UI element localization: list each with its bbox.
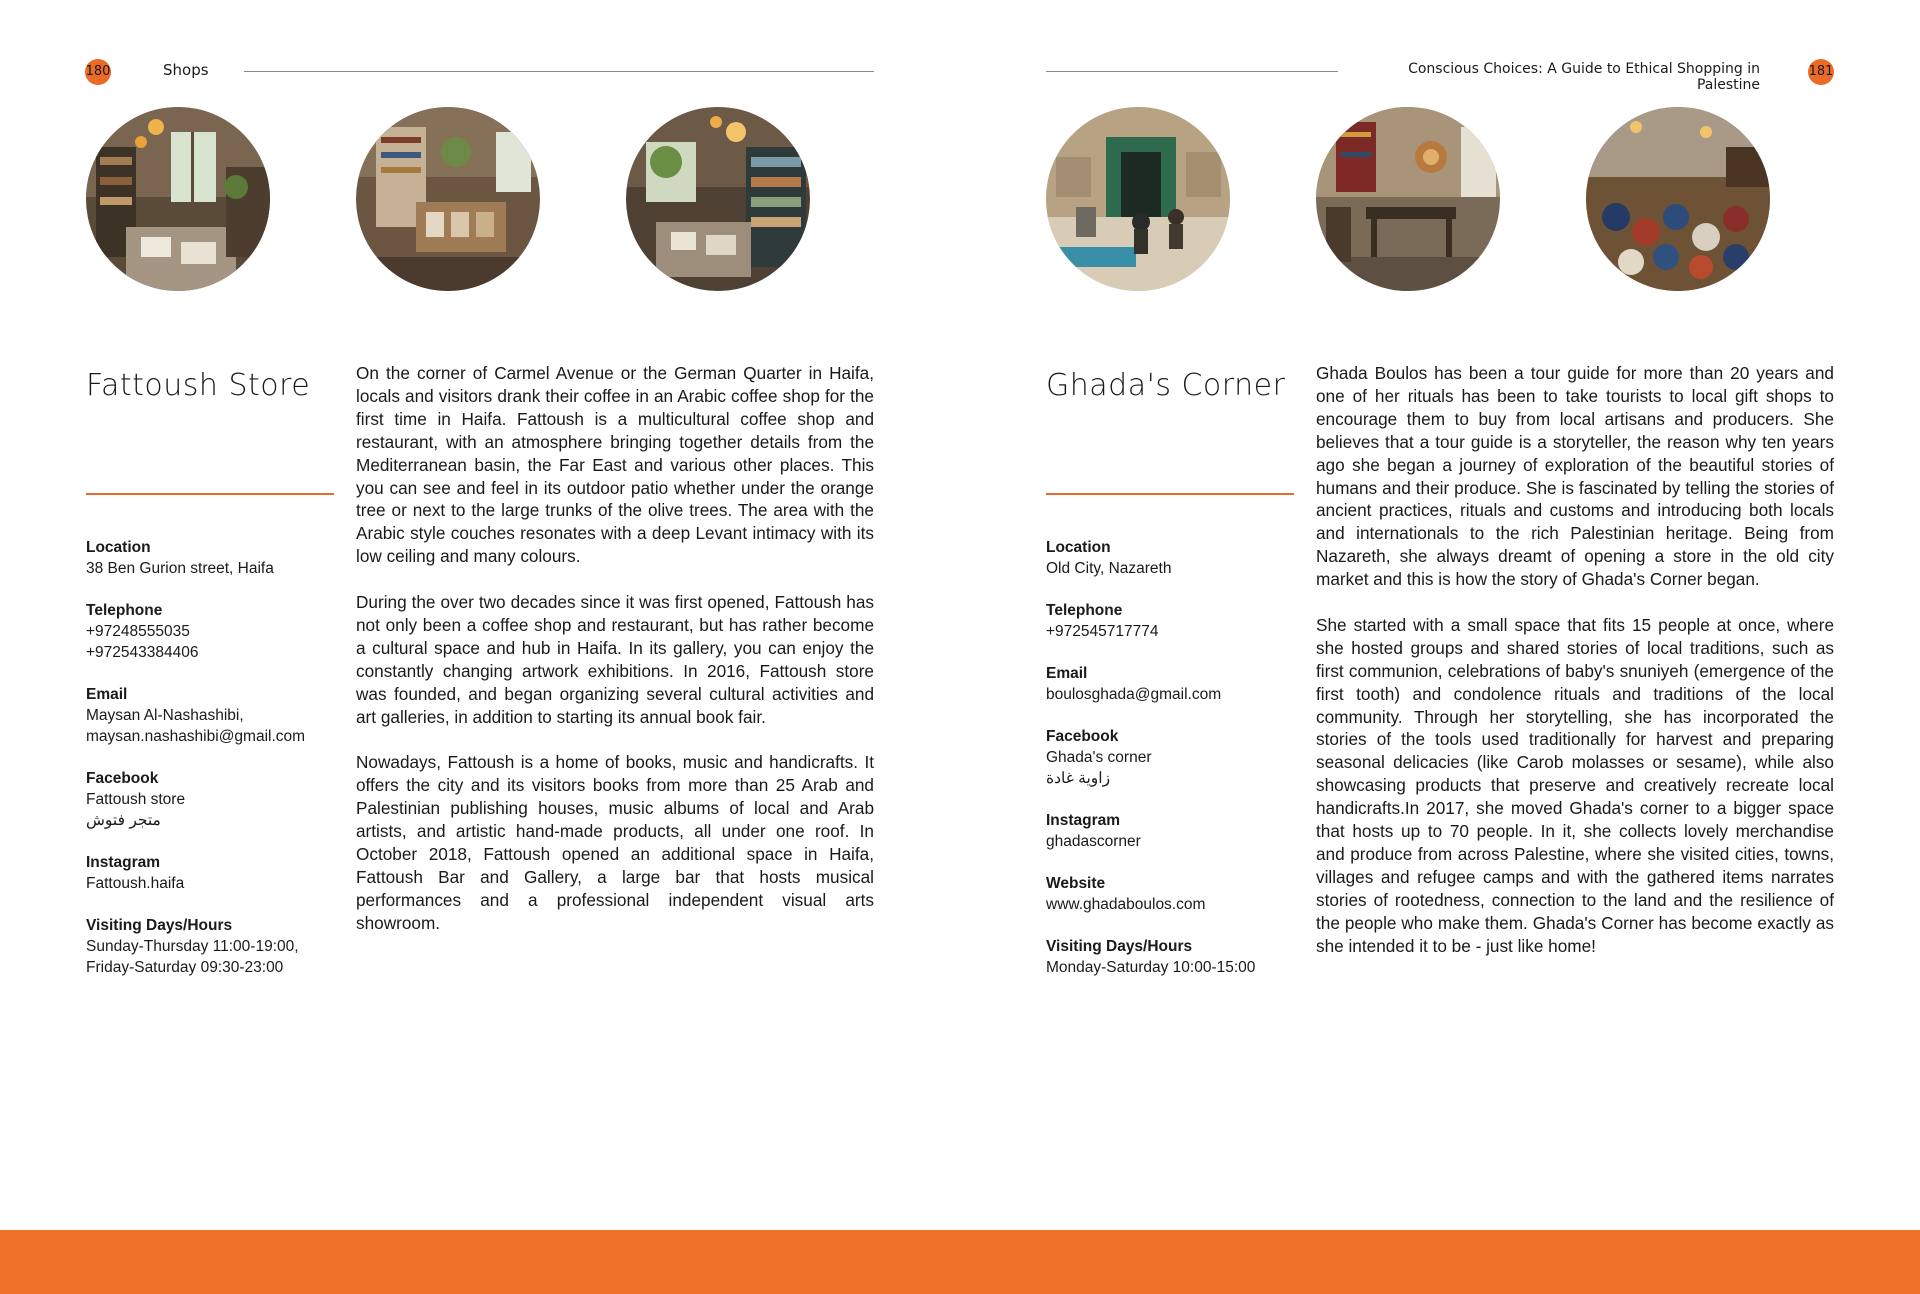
paragraph: Nowadays, Fattoush is a home of books, music and handicrafts. It offers the city and its visitors books from more than 25 Arab and Palestinian publishing houses, music albums of local and Arab artists, and artistic hand-made products, all under one roof. In October 2018, Fattoush opened an additional space in Haifa, Fattoush Bar and Gallery, a large bar that hosts musical performances and a professional independent visual arts showroom.	[356, 752, 874, 933]
instagram-group	[86, 852, 336, 894]
instagram-label: Instagram	[86, 854, 161, 871]
hours-label: Visiting Days/Hours	[86, 917, 233, 934]
shop-description	[1316, 362, 1834, 980]
location-group	[1046, 537, 1296, 579]
hours-label: Visiting Days/Hours	[1046, 938, 1193, 955]
telephone-value[interactable]: +97248555035	[86, 623, 190, 640]
shop-title: Fattoush Store	[86, 368, 311, 403]
shop-description	[356, 362, 874, 958]
email-value[interactable]: boulosghada@gmail.com	[1046, 686, 1222, 703]
shop-photo-4	[1046, 107, 1230, 291]
telephone-label: Telephone	[86, 602, 163, 619]
shop-photo-2	[356, 107, 540, 291]
title-underline	[1046, 493, 1294, 495]
contact-info	[1046, 537, 1296, 999]
location-value: 38 Ben Gurion street, Haifa	[86, 560, 274, 577]
hours-value: Monday-Saturday 10:00-15:00	[1046, 959, 1256, 976]
page-number-badge: 180	[85, 59, 111, 85]
facebook-value-arabic[interactable]: متجر فتوش	[86, 812, 161, 829]
instagram-value[interactable]: ghadascorner	[1046, 833, 1141, 850]
website-group	[1046, 873, 1296, 915]
facebook-group	[86, 768, 336, 831]
paragraph: On the corner of Carmel Avenue or the German Quarter in Haifa, locals and visitors drank their coffee in an Arabic coffee shop for the first time in Haifa. Fattoush is a multicultural coffee shop and restaurant, with an atmosphere bringing together details from the Mediterranean basin, the Far East and various other places. This you can see and feel in its outdoor patio whether under the orange tree or next to the large trunks of the olive trees. The area with the Arabic style couches resonates with a deep Levant intimacy with its low ceiling and many colours.	[356, 363, 874, 567]
email-group	[86, 684, 336, 747]
hours-value: Friday-Saturday 09:30-23:00	[86, 959, 284, 976]
title-underline	[86, 493, 334, 495]
telephone-group	[1046, 600, 1296, 642]
shop-photo-5	[1316, 107, 1500, 291]
right-page	[960, 0, 1920, 1230]
left-page	[0, 0, 960, 1230]
telephone-group	[86, 600, 336, 663]
location-value: Old City, Nazareth	[1046, 560, 1172, 577]
website-label: Website	[1046, 875, 1106, 892]
facebook-value[interactable]: Ghada's corner	[1046, 749, 1152, 766]
shop-photo-6	[1586, 107, 1770, 291]
paragraph: During the over two decades since it was first opened, Fattoush has not only been a coffee shop and restaurant, but has rather become a cultural space and hub in Haifa. In its gallery, you can enjoy the constantly changing artwork exhibitions. In 2016, Fattoush store was founded, and began organizing several cultural activities and art galleries, in addition to starting its annual book fair.	[356, 592, 874, 727]
email-contact-name: Maysan Al-Nashashibi,	[86, 707, 244, 724]
location-label: Location	[86, 539, 151, 556]
header-rule	[1046, 71, 1338, 72]
facebook-value-arabic[interactable]: زاوية غادة	[1046, 770, 1111, 787]
section-title: Shops	[163, 61, 209, 79]
website-link[interactable]: www.ghadaboulos.com	[1046, 896, 1206, 913]
shop-title: Ghada's Corner	[1046, 368, 1286, 403]
email-value[interactable]: maysan.nashashibi@gmail.com	[86, 728, 306, 745]
telephone-value[interactable]: +972545717774	[1046, 623, 1159, 640]
email-label: Email	[1046, 665, 1088, 682]
instagram-label: Instagram	[1046, 812, 1121, 829]
page-number-badge: 181	[1808, 59, 1834, 85]
telephone-label: Telephone	[1046, 602, 1123, 619]
header-rule	[244, 71, 874, 72]
bottom-color-bar	[0, 1230, 1920, 1294]
book-title: Conscious Choices: A Guide to Ethical Shopping in Palestine	[1408, 61, 1760, 93]
location-label: Location	[1046, 539, 1111, 556]
instagram-value[interactable]: Fattoush.haifa	[86, 875, 185, 892]
location-group	[86, 537, 336, 579]
contact-info	[86, 537, 336, 999]
facebook-group	[1046, 726, 1296, 789]
hours-value: Sunday-Thursday 11:00-19:00,	[86, 938, 299, 955]
hours-group	[1046, 936, 1296, 978]
shop-photo-1	[86, 107, 270, 291]
hours-group	[86, 915, 336, 978]
paragraph: She started with a small space that fits 15 people at once, where she hosted groups and shared stories of local traditions, such as first communion, celebrations of baby's snuniyeh (emergence of the first tooth) and condolence rituals and traditions of the local community. Through her storytelling, she has incorporated the stories of the tools used traditionally for harvest and preparing seasonal delicacies (like Carob molasses or sesame), while also showcasing products that preserve and creatively recreate local handicrafts.In 2017, she moved Ghada's corner to a bigger space that hosts up to 70 people. In it, she collects lovely merchandise and produce from across Palestine, where she visited cities, towns, villages and refugee camps and with the gathered items narrates stories of rootedness, connection to the land and the resilience of the people who make them. Ghada's Corner has become exactly as she intended it to be - just like home!	[1316, 614, 1834, 956]
shop-photo-3	[626, 107, 810, 291]
facebook-value[interactable]: Fattoush store	[86, 791, 186, 808]
email-group	[1046, 663, 1296, 705]
facebook-label: Facebook	[1046, 728, 1119, 745]
facebook-label: Facebook	[86, 770, 159, 787]
paragraph: Ghada Boulos has been a tour guide for more than 20 years and one of her rituals has been to take tourists to local gift shops to encourage them to buy from local artisans and producers. She believes that a tour guide is a storyteller, the reason why ten years ago she began a journey of exploration of the beautiful stories of humans and their produce. She is fascinated by telling the stories of ancient practices, rituals and customs and introducing both locals and internationals to the rich Palestinian heritage. Being from Nazareth, she always dreamt of opening a store in the old city market and this is how the story of Ghada's Corner began.	[1316, 363, 1834, 590]
email-label: Email	[86, 686, 128, 703]
instagram-group	[1046, 810, 1296, 852]
telephone-value[interactable]: +972543384406	[86, 644, 199, 661]
